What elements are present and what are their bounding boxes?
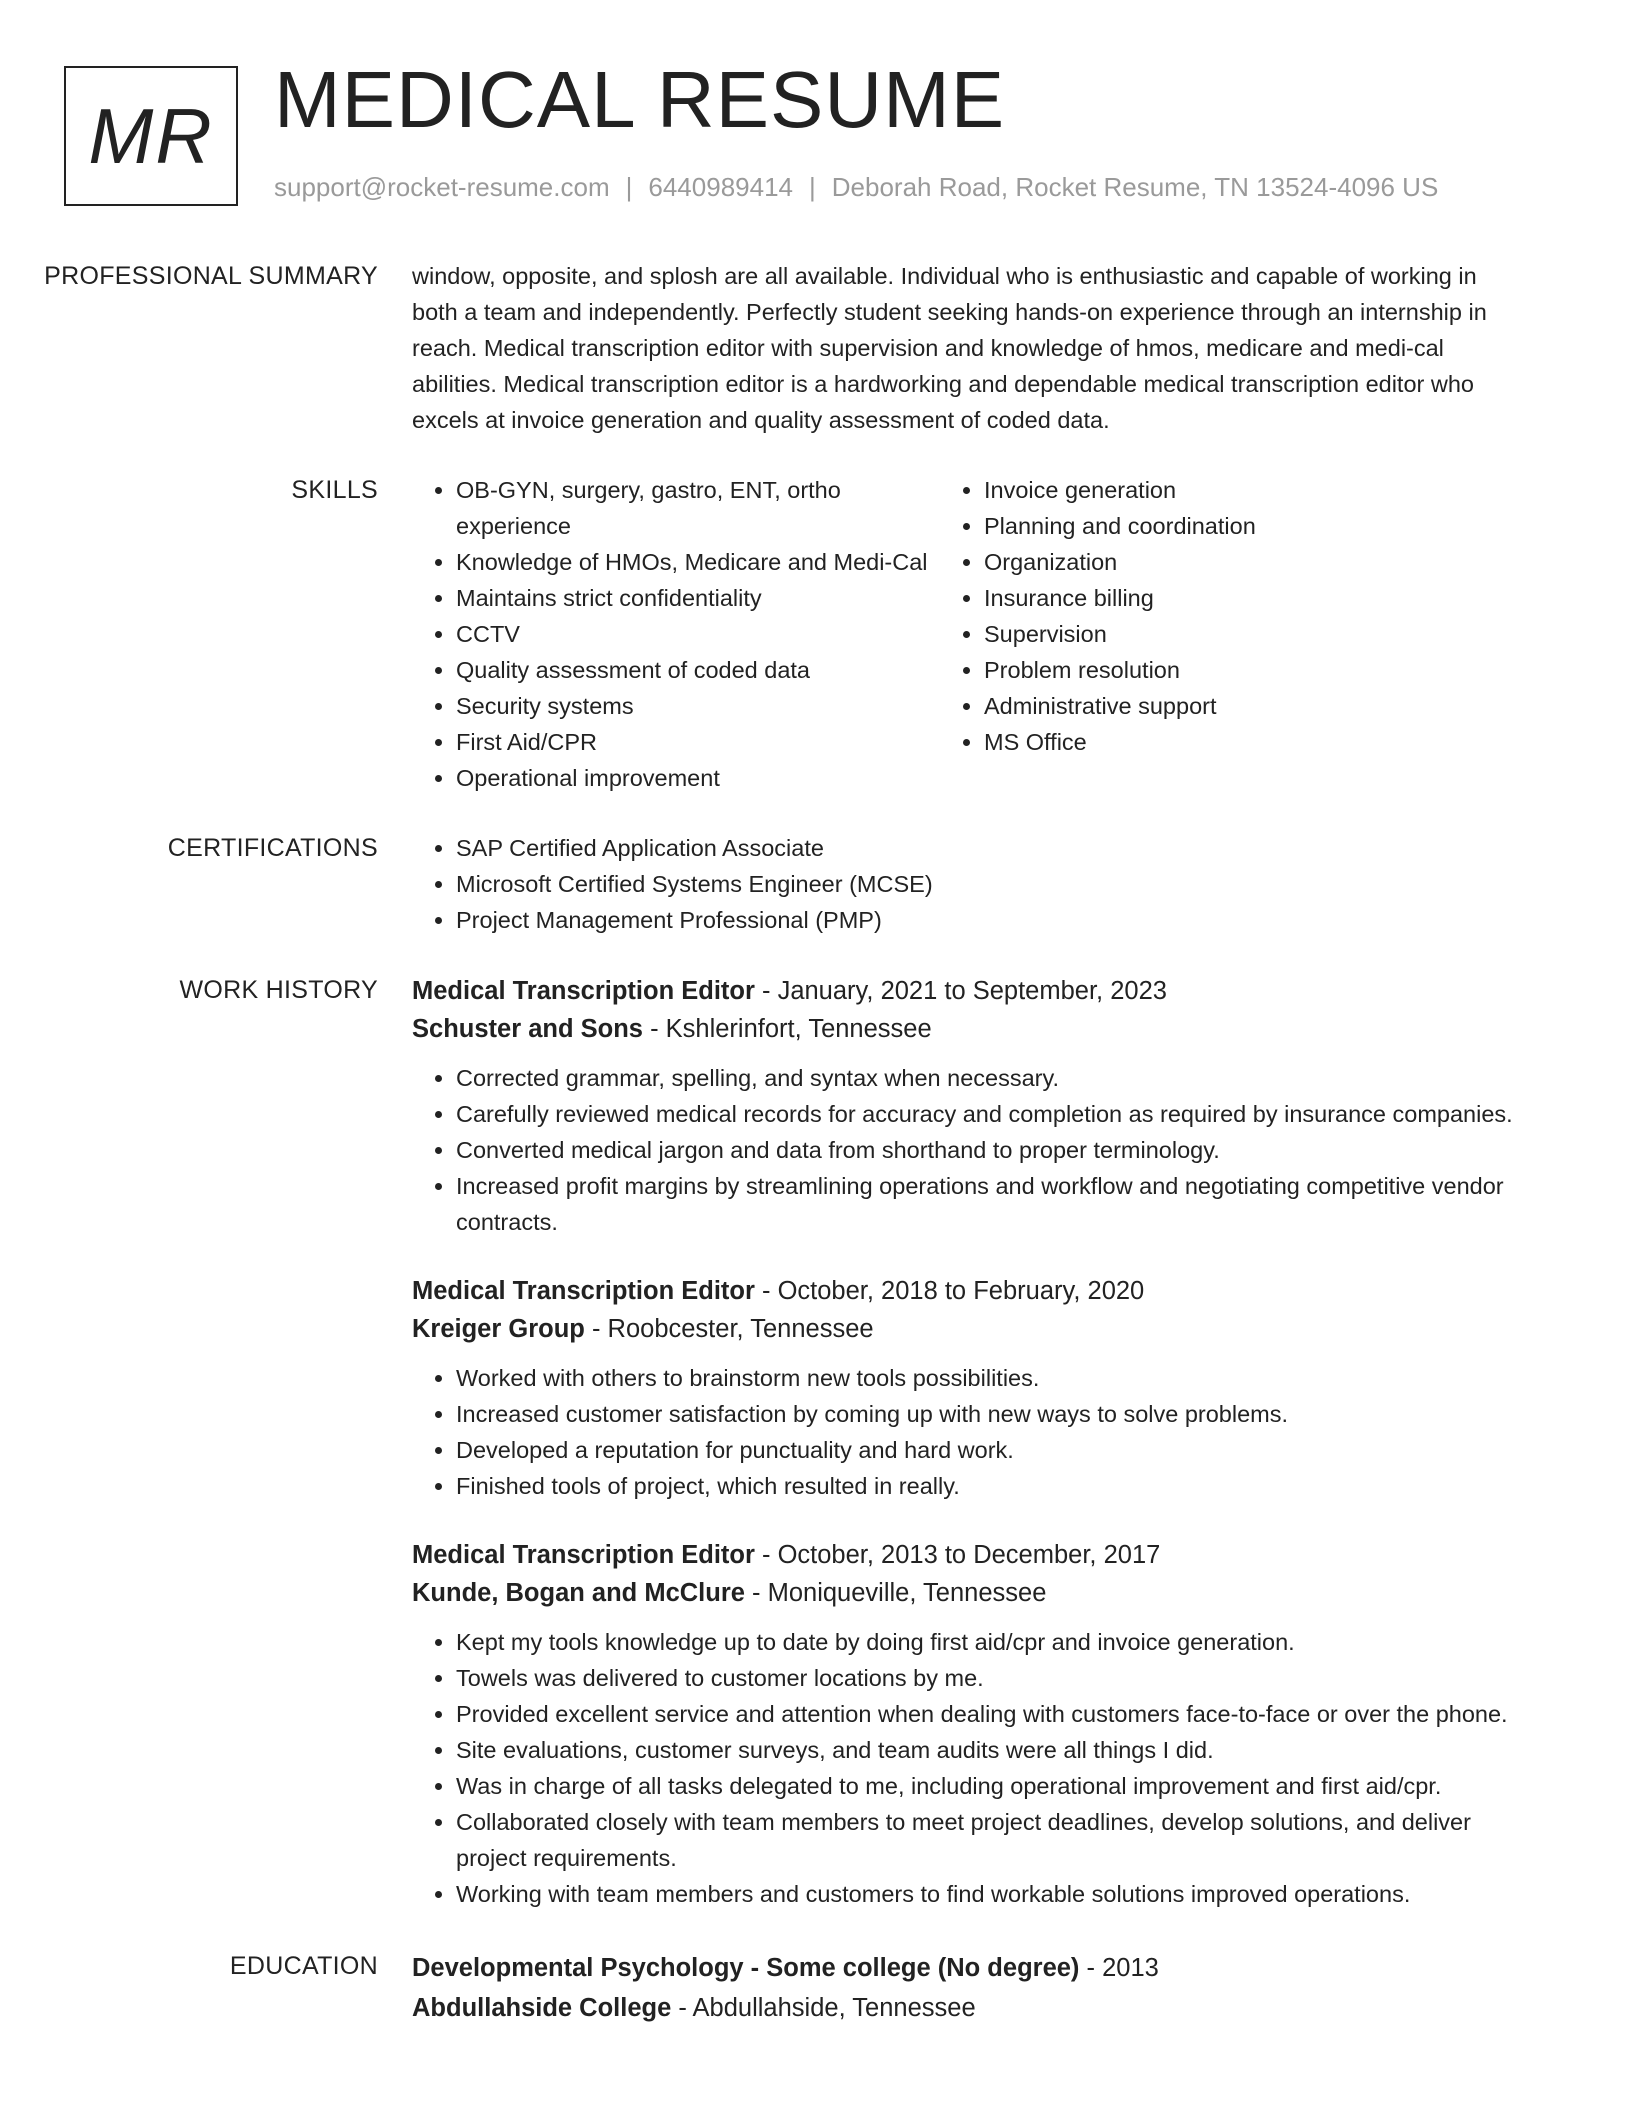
skill-item: • Supervision: [984, 616, 1256, 652]
skill-item: • Knowledge of HMOs, Medicare and Medi-Cal: [456, 544, 958, 580]
contact-phone: 6440989414: [648, 172, 793, 202]
education-section: [0, 1948, 1632, 2028]
job-bullet: • Converted medical jargon and data from shorthand to proper terminology.: [456, 1132, 1522, 1168]
job-title: Medical Transcription Editor: [412, 1277, 755, 1305]
job-bullet: • Developed a reputation for punctuality and hard work.: [456, 1432, 1522, 1468]
job-company: Kreiger Group: [412, 1315, 585, 1343]
skill-item: • CCTV: [456, 616, 958, 652]
certification-item: • Microsoft Certified Systems Engineer (MCSE): [456, 866, 1522, 902]
skill-item: • MS Office: [984, 724, 1256, 760]
contact-separator: |: [809, 172, 816, 202]
job-location: - Roobcester, Tennessee: [584, 1315, 874, 1343]
job-bullet: • Finished tools of project, which resulted in really.: [456, 1468, 1522, 1504]
job-title: Medical Transcription Editor: [412, 1541, 755, 1569]
work-history-heading: WORK HISTORY: [179, 976, 378, 1004]
skill-item: • Problem resolution: [984, 652, 1256, 688]
job-bullet: • Increased customer satisfaction by coming up with new ways to solve problems.: [456, 1396, 1522, 1432]
education-degree-line: [412, 1948, 1522, 1988]
summary-heading: PROFESSIONAL SUMMARY: [44, 262, 378, 290]
skills-list-left: [412, 472, 958, 796]
job-entry: [412, 1536, 1522, 1912]
resume-content: [0, 258, 1632, 2062]
skill-item: • Invoice generation: [984, 472, 1256, 508]
job-location: - Moniqueville, Tennessee: [744, 1579, 1047, 1607]
job-company: Schuster and Sons: [412, 1015, 643, 1043]
job-bullets: [412, 1624, 1522, 1912]
job-bullet: • Provided excellent service and attention when dealing with customers face-to-face or over the phone.: [456, 1696, 1522, 1732]
job-bullet: • Worked with others to brainstorm new tools possibilities.: [456, 1360, 1522, 1396]
education-year: - 2013: [1079, 1954, 1159, 1982]
job-company-line: [412, 1574, 1522, 1612]
job-bullet: • Site evaluations, customer surveys, and team audits were all things I did.: [456, 1732, 1522, 1768]
skill-item: • Organization: [984, 544, 1256, 580]
certifications-heading: CERTIFICATIONS: [167, 834, 378, 862]
skills-section: [0, 472, 1632, 796]
education-degree: Developmental Psychology - Some college (No degree): [412, 1954, 1080, 1982]
skill-item: • Insurance billing: [984, 580, 1256, 616]
job-title: Medical Transcription Editor: [412, 977, 755, 1005]
job-bullet: • Collaborated closely with team members to meet project deadlines, develop solutions, and deliver project requirements.: [456, 1804, 1522, 1876]
job-title-line: [412, 1536, 1522, 1574]
skills-list-right: [958, 472, 1256, 796]
job-title-line: [412, 1272, 1522, 1310]
job-location: - Kshlerinfort, Tennessee: [642, 1015, 932, 1043]
summary-text: window, opposite, and splosh are all available. Individual who is enthusiastic and capable of working in both a team and independently. Perfectly student seeking hands-on experience through an internship in reach. Medical transcription editor with supervision and knowledge of hmos, medicare and medi-cal abilities. Medical transcription editor is a hardworking and dependable medical transcription editor who excels at invoice generation and quality assessment of coded data.: [412, 263, 1487, 433]
monogram-box: [64, 66, 238, 206]
job-bullet: • Working with team members and customers to find workable solutions improved operations.: [456, 1876, 1522, 1912]
job-dates: - January, 2021 to September, 2023: [754, 977, 1167, 1005]
resume-title: MEDICAL RESUME: [274, 55, 1006, 144]
skill-item: • Planning and coordination: [984, 508, 1256, 544]
skill-item: • Administrative support: [984, 688, 1256, 724]
skill-item: • Quality assessment of coded data: [456, 652, 958, 688]
job-company-line: [412, 1310, 1522, 1348]
skill-item: • Operational improvement: [456, 760, 958, 796]
job-bullets: [412, 1060, 1522, 1240]
education-school-line: [412, 1988, 1522, 2028]
skills-columns: [412, 472, 1522, 796]
certifications-list: [412, 830, 1522, 938]
contact-line: [274, 172, 1438, 203]
job-company-line: [412, 1010, 1522, 1048]
job-bullet: • Corrected grammar, spelling, and syntax when necessary.: [456, 1060, 1522, 1096]
education-heading: EDUCATION: [229, 1952, 378, 1980]
job-dates: - October, 2013 to December, 2017: [754, 1541, 1161, 1569]
job-bullet: • Increased profit margins by streamlining operations and workflow and negotiating competitive vendor contracts.: [456, 1168, 1522, 1240]
job-bullets: [412, 1360, 1522, 1504]
certifications-section: [0, 830, 1632, 938]
job-entry: [412, 972, 1522, 1240]
job-dates: - October, 2018 to February, 2020: [754, 1277, 1145, 1305]
skill-item: • OB-GYN, surgery, gastro, ENT, ortho experience: [456, 472, 958, 544]
work-history-section: [0, 972, 1632, 1944]
education-school: Abdullahside College: [412, 1994, 672, 2022]
skill-item: • First Aid/CPR: [456, 724, 958, 760]
certification-item: • Project Management Professional (PMP): [456, 902, 1522, 938]
skill-item: • Security systems: [456, 688, 958, 724]
job-bullet: • Carefully reviewed medical records for accuracy and completion as required by insurance companies.: [456, 1096, 1522, 1132]
job-company: Kunde, Bogan and McClure: [412, 1579, 745, 1607]
job-bullet: • Towels was delivered to customer locations by me.: [456, 1660, 1522, 1696]
summary-section: [0, 258, 1632, 438]
contact-email: support@rocket-resume.com: [274, 172, 610, 202]
contact-separator: |: [625, 172, 633, 202]
job-title-line: [412, 972, 1522, 1010]
contact-address: Deborah Road, Rocket Resume, TN 13524-4096 US: [831, 172, 1439, 202]
job-bullet: • Kept my tools knowledge up to date by doing first aid/cpr and invoice generation.: [456, 1624, 1522, 1660]
job-entry: [412, 1272, 1522, 1504]
education-location: - Abdullahside, Tennessee: [671, 1994, 976, 2022]
monogram-initials: MR: [88, 91, 214, 180]
skill-item: • Maintains strict confidentiality: [456, 580, 958, 616]
certification-item: • SAP Certified Application Associate: [456, 830, 1522, 866]
skills-heading: SKILLS: [291, 476, 378, 504]
job-bullet: • Was in charge of all tasks delegated to me, including operational improvement and first aid/cpr.: [456, 1768, 1522, 1804]
